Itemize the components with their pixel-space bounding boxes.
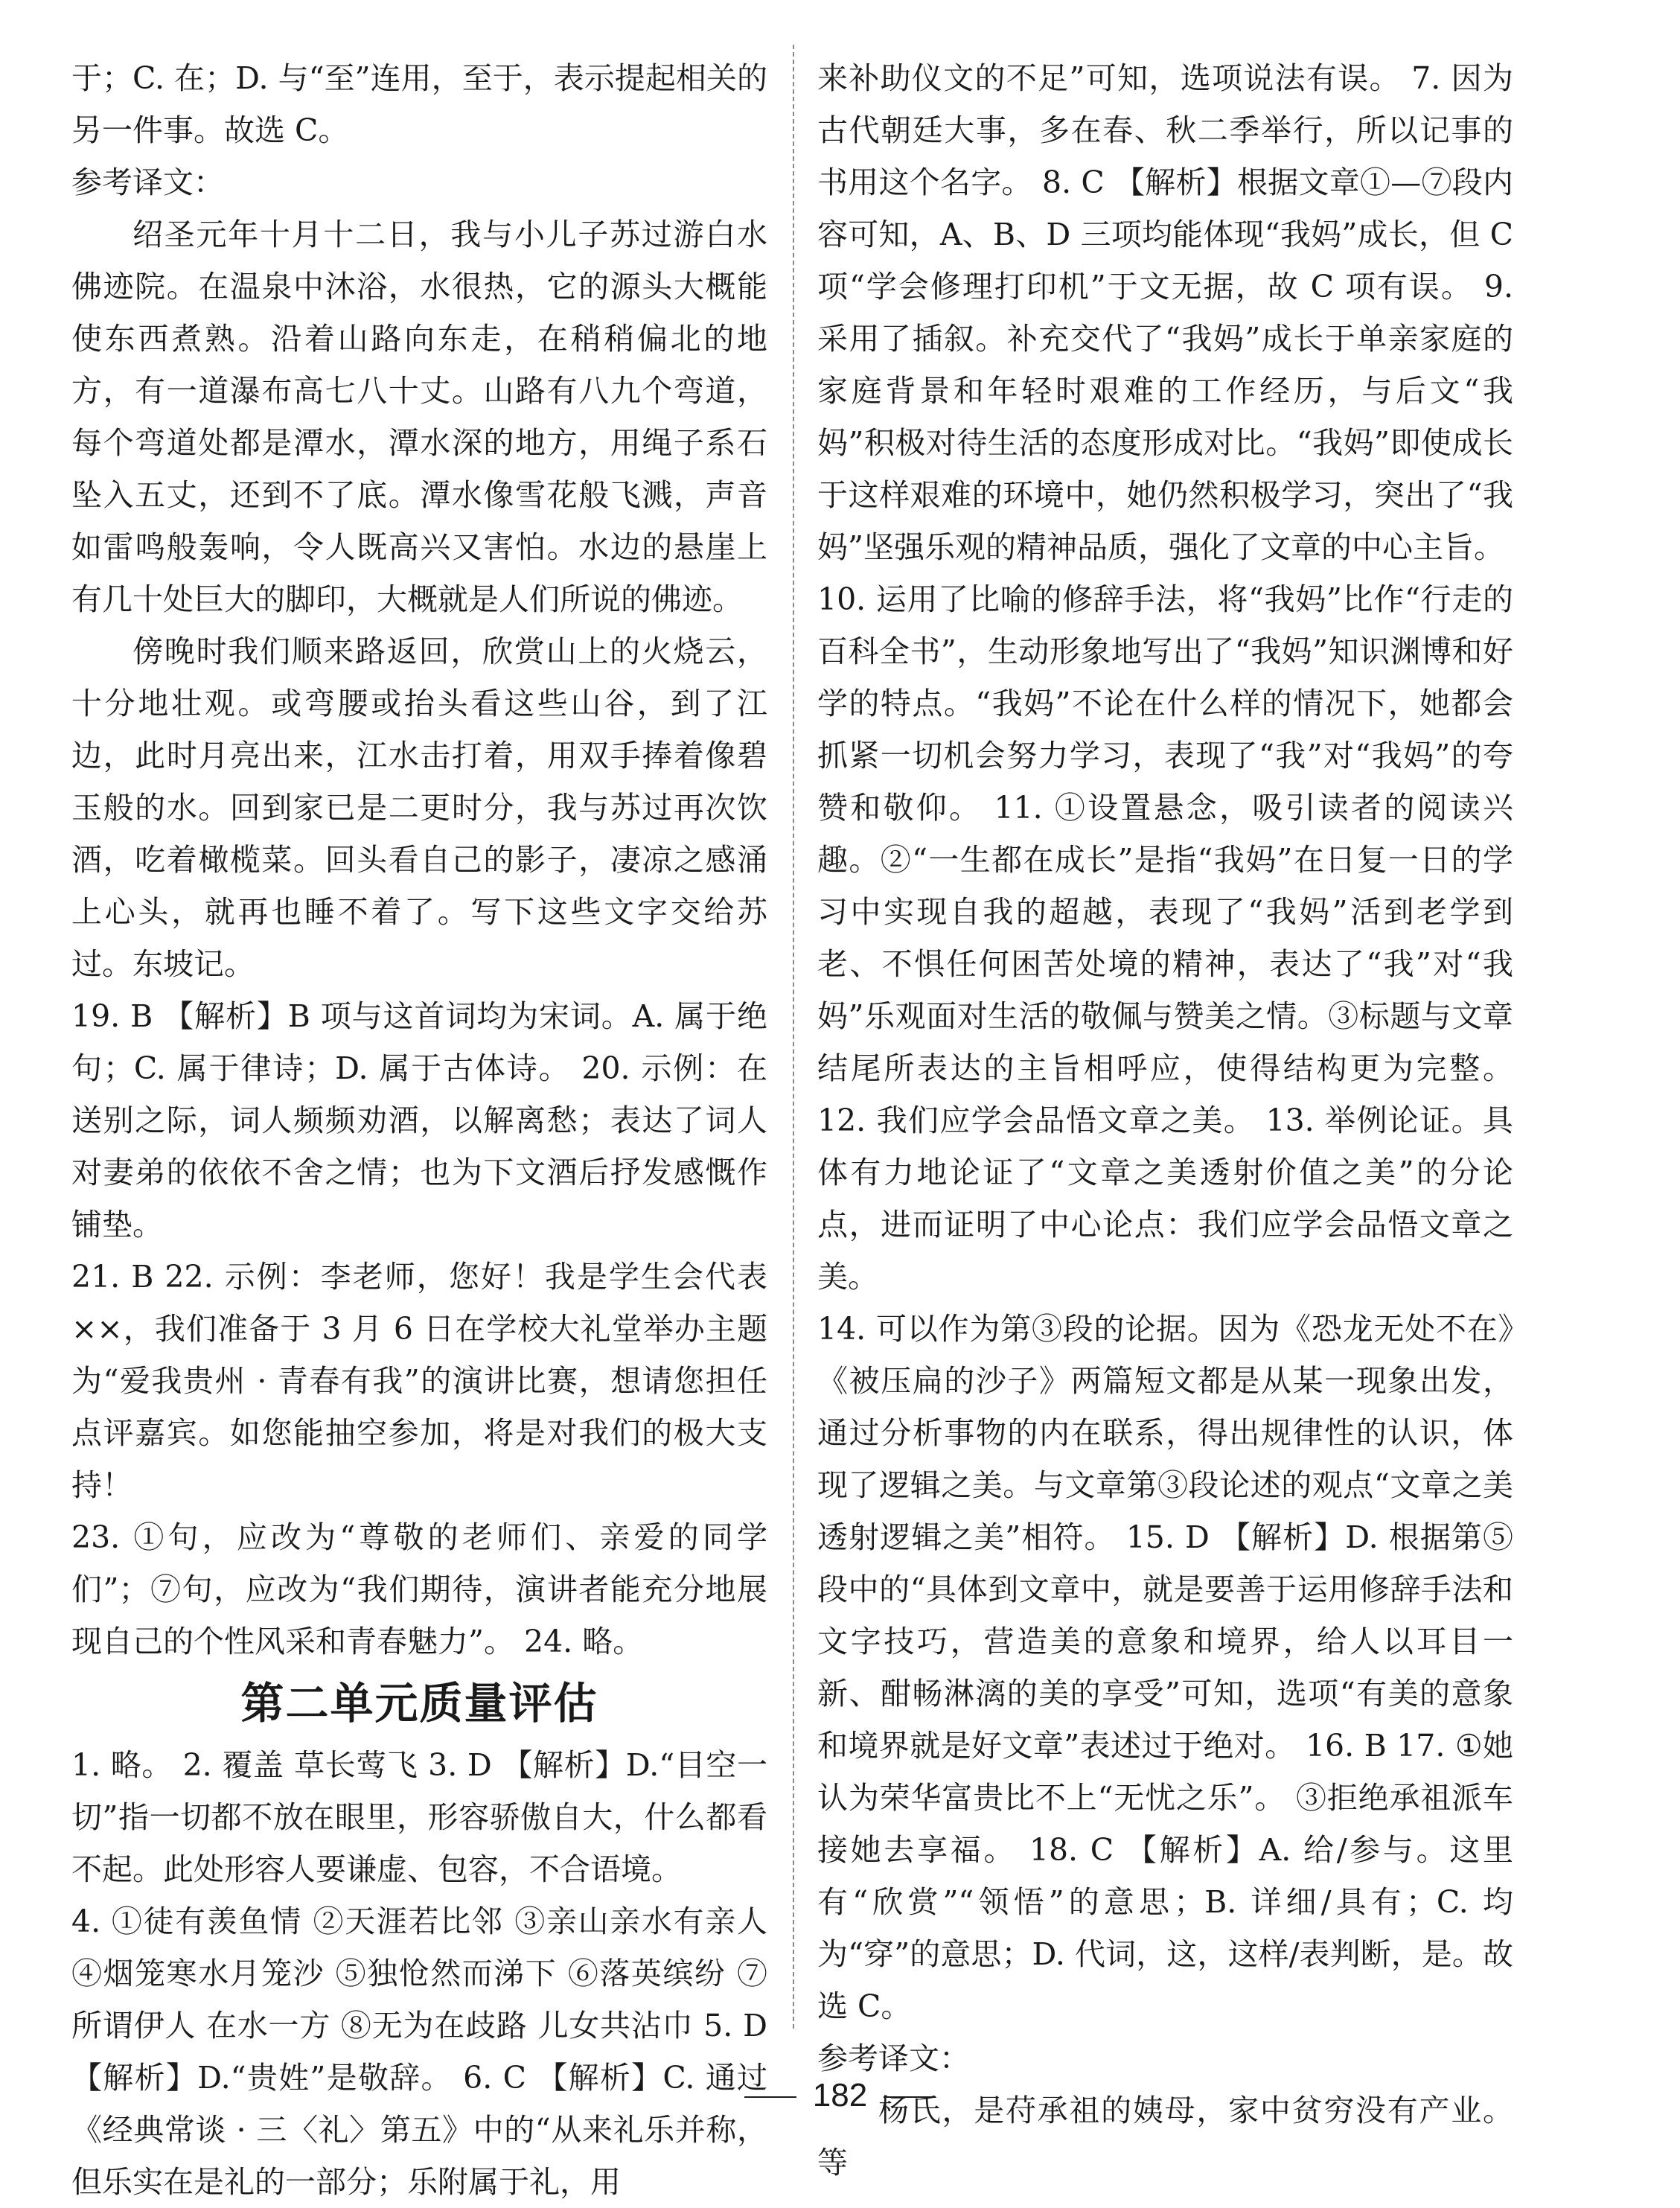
page-number-dash-left xyxy=(744,2096,796,2098)
answer-paragraph: 14. 可以作为第③段的论据。因为《恐龙无处不在》《被压扁的沙子》两篇短文都是从某一现象出发，通过分析事物的内在联系，得出规律性的认识，体现了逻辑之美。与文章第③段论述的观点“文章之美透射逻辑之美”相符。 15. D 【解析】D. 根据第⑤段中的“具体到文章中，就是要善于运用修辞手法和文字技巧，营造美的意象和境界，给人以耳目一新、酣畅淋漓的美的享受”可知，选项“有美的意象和境界就是好文章”表述过于绝对。 16. B 17. ①她认为荣华富贵比不上“无忧之乐”。 ③拒绝承祖派车接她去享福。 18. C 【解析】A. 给/参与。这里有“欣赏”“领悟”的意思；B. 详细/具有；C. 均为“穿”的意思；D. 代词，这，这样/表判断，是。故选 C。 xyxy=(817,1311,1513,2024)
answer-paragraph: 21. B 22. 示例：李老师，您好！我是学生会代表××，我们准备于 3 月 6 日在学校大礼堂举办主题为“爱我贵州 · 青春有我”的演讲比赛，想请您担任点评嘉宾。如您能抽空参加，将是对我们的极大支持！ xyxy=(71,1259,767,1503)
page-number xyxy=(0,2077,1680,2114)
answer-paragraph: 于；C. 在；D. 与“至”连用，至于，表示提起相关的另一件事。故选 C。 xyxy=(71,60,767,148)
answer-paragraph: 23. ①句，应改为“尊敬的老师们、亲爱的同学们”；⑦句，应改为“我们期待，演讲者能充分地展现自己的个性风采和青春魅力”。 24. 略。 xyxy=(71,1519,767,1659)
translation-paragraph: 杨氏，是苻承祖的姨母，家中贫穷没有产业。等 xyxy=(817,2093,1513,2180)
translation-label: 参考译文： xyxy=(817,2041,970,2076)
left-column xyxy=(71,52,767,2208)
answer-paragraph: 19. B 【解析】B 项与这首词均为宋词。A. 属于绝句；C. 属于律诗；D. 属于古体诗。 20. 示例：在送别之际，词人频频劝酒，以解离愁；表达了词人对妻弟的依依不舍之情；也为下文酒后抒发感慨作铺垫。 xyxy=(71,998,767,1242)
translation-label: 参考译文： xyxy=(71,165,224,200)
section-title: 第二单元质量评估 xyxy=(240,1678,598,1729)
right-column xyxy=(817,52,1513,2189)
answer-paragraph: 1. 略。 2. 覆盖 草长莺飞 3. D 【解析】D.“目空一切”指一切都不放在眼里，形容骄傲自大，什么都看不起。此处形容人要谦虚、包容，不合语境。 xyxy=(71,1747,767,1887)
answer-paragraph: 4. ①徒有羡鱼情 ②天涯若比邻 ③亲山亲水有亲人 ④烟笼寒水月笼沙 ⑤独怆然而涕下 ⑥落英缤纷 ⑦所谓伊人 在水一方 ⑧无为在歧路 儿女共沾巾 5. D 【解析】D.“贵姓”是敬辞。 6. C 【解析】C. 通过《经典常谈 · 三〈礼〉第五》中的“从来礼乐并称，但乐实在是礼的一部分；乐附属于礼，用 xyxy=(71,1904,767,2200)
page-number-dash-right xyxy=(884,2096,936,2098)
translation-paragraph: 傍晚时我们顺来路返回，欣赏山上的火烧云，十分地壮观。或弯腰或抬头看这些山谷，到了江边，此时月亮出来，江水击打着，用双手捧着像碧玉般的水。回到家已是二更时分，我与苏过再次饮酒，吃着橄榄菜。回头看自己的影子，凄凉之感涌上心头，就再也睡不着了。写下这些文字交给苏过。东坡记。 xyxy=(71,634,767,982)
answer-paragraph: 来补助仪文的不足”可知，选项说法有误。 7. 因为古代朝廷大事，多在春、秋二季举行，所以记事的书用这个名字。 8. C 【解析】根据文章①—⑦段内容可知，A、B、D 三项均能体现“我妈”成长，但 C 项“学会修理打印机”于文无据，故 C 项有误。 9. 采用了插叙。补充交代了“我妈”成长于单亲家庭的家庭背景和年轻时艰难的工作经历，与后文“我妈”积极对待生活的态度形成对比。“我妈”即使成长于这样艰难的环境中，她仍然积极学习，突出了“我妈”坚强乐观的精神品质，强化了文章的中心主旨。 xyxy=(817,60,1513,565)
translation-paragraph: 绍圣元年十月十二日，我与小儿子苏过游白水佛迹院。在温泉中沐浴，水很热，它的源头大概能使东西煮熟。沿着山路向东走，在稍稍偏北的地方，有一道瀑布高七八十丈。山路有八九个弯道，每个弯道处都是潭水，潭水深的地方，用绳子系石坠入五丈，还到不了底。潭水像雪花般飞溅，声音如雷鸣般轰响，令人既高兴又害怕。水边的悬崖上有几十处巨大的脚印，大概就是人们所说的佛迹。 xyxy=(71,217,767,617)
page-number-value: 182 xyxy=(812,2077,868,2113)
answer-paragraph: 10. 运用了比喻的修辞手法，将“我妈”比作“行走的百科全书”，生动形象地写出了“我妈”知识渊博和好学的特点。“我妈”不论在什么样的情况下，她都会抓紧一切机会努力学习，表现了“我”对“我妈”的夸赞和敬仰。 11. ①设置悬念，吸引读者的阅读兴趣。②“一生都在成长”是指“我妈”在日复一日的学习中实现自我的超越，表现了“我妈”活到老学到老、不惧任何困苦处境的精神，表达了“我”对“我妈”乐观面对生活的敬佩与赞美之情。③标题与文章结尾所表达的主旨相呼应，使得结构更为完整。 12. 我们应学会品悟文章之美。 13. 举例论证。具体有力地论证了“文章之美透射价值之美”的分论点，进而证明了中心论点：我们应学会品悟文章之美。 xyxy=(817,581,1513,1295)
column-divider xyxy=(793,45,794,2029)
